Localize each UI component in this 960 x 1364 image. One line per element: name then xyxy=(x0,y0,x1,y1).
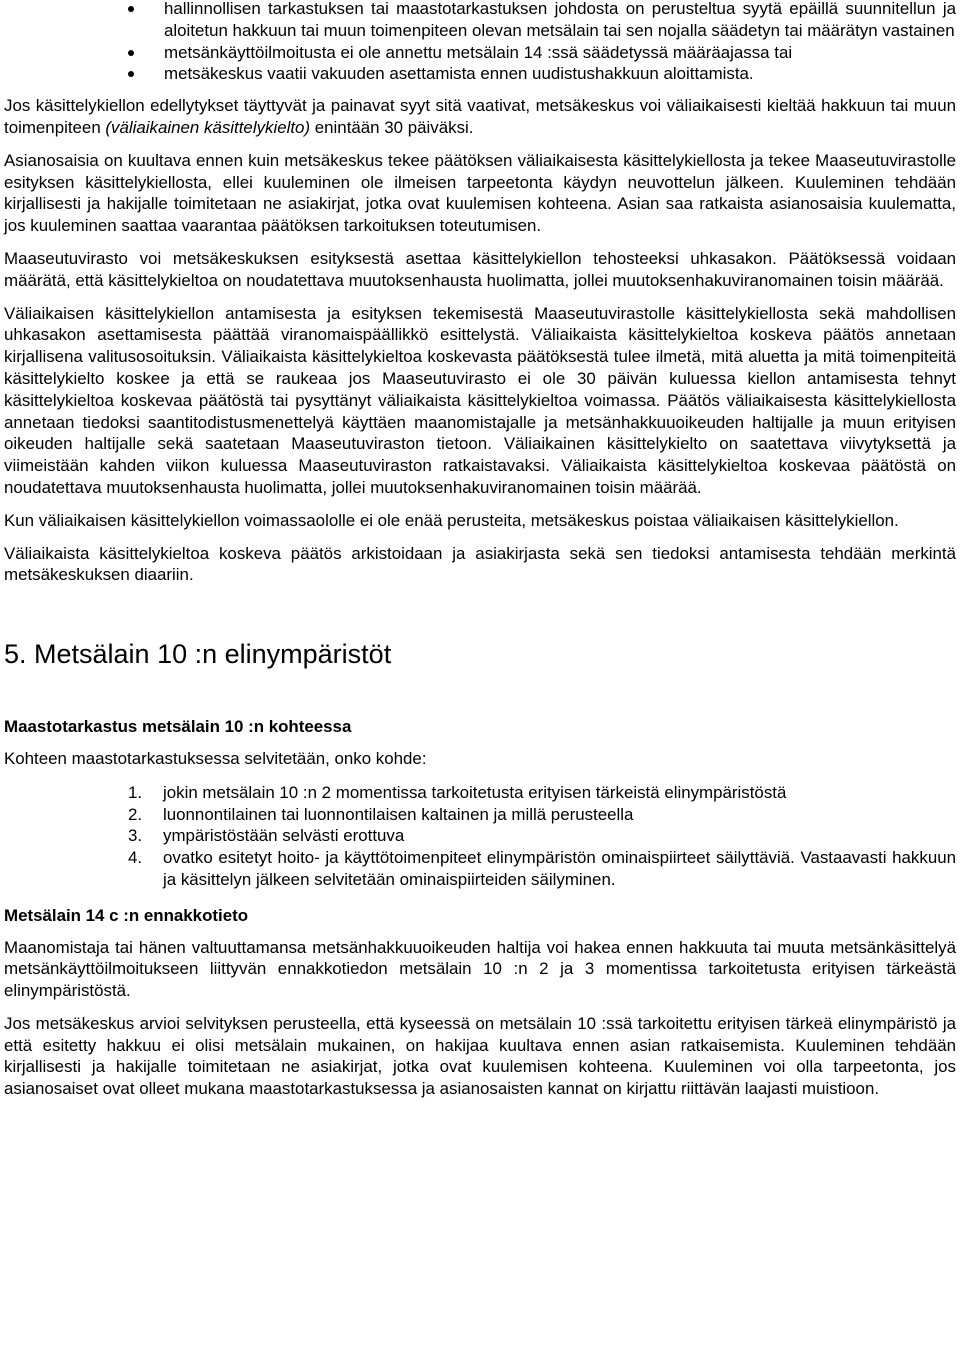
section-title: 5. Metsälain 10 :n elinympäristöt xyxy=(4,639,392,670)
bullet-item: metsänkäyttöilmoitusta ei ole annettu metsälain 14 :ssä säädetyssä määräajassa tai xyxy=(4,42,956,64)
bullet-item: hallinnollisen tarkastuksen tai maastotarkastuksen johdosta on perusteltua syytä epäillä suunnitellun ja aloitetun hakkuun tai muun toimenpiteen olevan metsälain tai sen nojalla säädetyn tai määrätyn vastainen xyxy=(4,0,956,42)
item-number: 1. xyxy=(128,782,143,802)
numbered-item: 2. luonnontilainen tai luonnontilaisen kaltainen ja millä perusteella xyxy=(128,804,634,824)
document-page xyxy=(4,0,956,1111)
numbered-item: 3. ympäristöstään selvästi erottuva xyxy=(128,826,405,846)
paragraph-temporary-ban: Jos käsittelykiellon edellytykset täyttyvät ja painavat syyt sitä vaativat, metsäkeskus voi väliaikaisesti kieltää hakkuun tai muun toimenpiteen (väliaikainen käsittelykielto) enintään 30 päiväksi. xyxy=(4,96,956,137)
paragraph-hearing: Asianosaisia on kuultava ennen kuin metsäkeskus tekee päätöksen väliaikaisesta käsittelykiellosta ja tekee Maaseutuvirastolle esityksen käsittelykiellosta, ellei kuuleminen ole ilmeisen tarpeetonta käydyn neuvottelun jälkeen. Kuuleminen tehdään kirjallisesti ja hakijalle toimitetaan ne asiakirjat, jotka ovat kuulemisen kohteena. Asian saa ratkaista asianosaisia kuulematta, jos kuuleminen saattaa vaarantaa päätöksen tarkoituksen toteutumisen. xyxy=(4,150,956,236)
numbered-list xyxy=(4,782,956,891)
paragraph-decision: Väliaikaisen käsittelykiellon antamisesta ja esityksen tekemisestä Maaseutuvirastolle käsittelykiellosta sekä mahdollisen uhkasakon asettamisesta päättää viranomaispäällikkö esittelystä. Väliaikaista käsittelykieltoa koskeva päätös annetaan kirjallisena valitusosoituksin. Väliaikaista käsittelykieltoa koskevasta päätöksestä tulee ilmetä, mitä aluetta ja mitä toimenpiteitä käsittelykielto koskee ja että se raukeaa jos Maaseutuvirasto ei ole 30 päivän kuluessa kiellon antamisesta tehnyt käsittelykieltoa koskevaa päätöstä tai pysyttänyt väliaikaista käsittelykieltoa voimassa. Päätös väliaikaisesta käsittelykiellosta annetaan tiedoksi saantitodistusmenettelyä käyttäen maanomistajalle ja metsänhakkuuoikeuden haltijalle ja muun erityisen oikeuden haltijalle sekä saatetaan Maaseutuviraston tietoon. Väliaikainen käsittelykielto on saatettava viivytyksettä ja viimeistään kahden viikon kuluessa Maaseutuviraston ratkaistavaksi. Väliaikaista käsittelykieltoa koskevaa päätöstä on noudatettava muutoksenhausta huolimatta, jollei muutoksenhakuviranomainen toisin määrää. xyxy=(4,303,956,497)
numbered-item: 4. ovatko esitetyt hoito- ja käyttötoimenpiteet elinympäristön ominaispiirteet säilyttäviä. Vastaavasti hakkuun ja käsittelyn jälkeen selvitetään ominaispiirteiden säilyminen. xyxy=(128,848,956,889)
paragraph-penalty: Maaseutuvirasto voi metsäkeskuksen esityksestä asettaa käsittelykiellon tehosteeksi uhkasakon. Päätöksessä voidaan määrätä, että käsittelykieltoa on noudatettava muutoksenhausta huolimatta, jollei muutoksenhakuviranomainen toisin määrää. xyxy=(4,248,956,290)
paragraph-removal: Kun väliaikaisen käsittelykiellon voimassaololle ei ole enää perusteita, metsäkeskus poistaa väliaikaisen käsittelykiellon. xyxy=(4,510,899,530)
italic-term: (väliaikainen käsittelykielto) xyxy=(105,117,311,137)
condition-bullet-list xyxy=(4,0,956,85)
item-number: 3. xyxy=(128,826,143,846)
paragraph-inspection-intro: Kohteen maastotarkastuksessa selvitetään, onko kohde: xyxy=(4,748,427,768)
item-number: 4. xyxy=(128,848,143,868)
numbered-item: 1. jokin metsälain 10 :n 2 momentissa tarkoitetusta erityisen tärkeistä elinympäristöstä xyxy=(128,782,787,802)
paragraph-archiving: Väliaikaista käsittelykieltoa koskeva päätös arkistoidaan ja asiakirjasta sekä sen tiedoksi antamisesta tehdään merkintä metsäkeskuksen diaariin. xyxy=(4,543,956,585)
subsection-title-advance-info: Metsälain 14 c :n ennakkotieto xyxy=(4,905,249,925)
subsection-title-field-inspection: Maastotarkastus metsälain 10 :n kohteessa xyxy=(4,717,352,737)
item-number: 2. xyxy=(128,804,143,824)
paragraph-advance-info: Maanomistaja tai hänen valtuuttamansa metsänhakkuuoikeuden haltija voi hakea ennen hakkuuta tai muuta metsänkäsittelyä metsänkäyttöilmoitukseen liittyvän ennakkotiedon metsälain 10 :n 2 ja 3 momentissa tarkoitetusta erityisen tärkeästä elinympäristöstä. xyxy=(4,937,956,1001)
paragraph-assessment: Jos metsäkeskus arvioi selvityksen perusteella, että kyseessä on metsälain 10 :ssä tarkoitettu erityisen tärkeä elinympäristö ja että esitetty hakkuu ei olisi metsälain mukainen, on hakijaa kuultava ennen asian ratkaisemista. Kuuleminen tehdään kirjallisesti ja hakijalle toimitetaan ne asiakirjat, jotka ovat kuulemisen kohteena. Kuuleminen voi olla tarpeetonta, jos asianosaiset ovat olleet mukana maastotarkastuksessa ja asianosaisten kannat on kirjattu riittävän laajasti muistioon. xyxy=(4,1013,956,1099)
bullet-item: metsäkeskus vaatii vakuuden asettamista ennen uudistushakkuun aloittamista. xyxy=(4,63,956,85)
